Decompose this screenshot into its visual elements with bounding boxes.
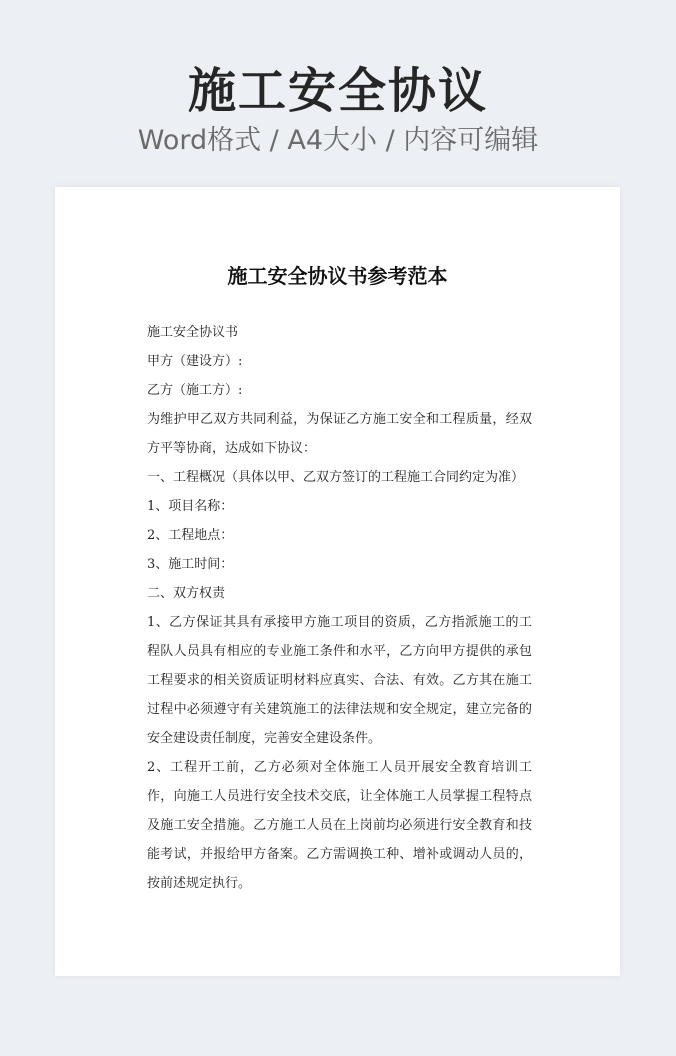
document-page [55, 187, 620, 976]
paragraph-party-b: 乙方（施工方）: [147, 383, 243, 398]
paragraph-project-name: 1、项目名称： [147, 499, 234, 514]
paragraph-preamble: 为维护甲乙双方共同利益，为保证乙方施工安全和工程质量，经双方平等协商，达成如下协议： [147, 412, 532, 456]
paragraph-agreement-heading: 施工安全协议书 [147, 325, 239, 340]
banner-subtitle: Word格式 / A4大小 / 内容可编辑 [137, 125, 539, 156]
banner-title: 施工安全协议 [187, 63, 488, 119]
paragraph-section-1-heading: 一、工程概况（具体以甲、乙双方签订的工程施工合同约定为准） [147, 470, 525, 485]
paragraph-party-a: 甲方（建设方）: [147, 354, 243, 369]
banner [0, 60, 676, 160]
paragraph-project-location: 2、工程地点： [147, 528, 234, 543]
paragraph-clause-1: 1、乙方保证其具有承接甲方施工项目的资质，乙方指派施工的工程队人员具有相应的专业施工条件和水平，乙方向甲方提供的承包工程要求的相关资质证明材料应真实、合法、有效。乙方其在施工过程中必须遵守有关建筑施工的法律法规和安全规定，建立完备的安全建设责任制度，完善安全建设条件。 [147, 615, 532, 746]
document-title: 施工安全协议书参考范本 [227, 264, 448, 288]
paragraph-section-2-heading: 二、双方权责 [147, 586, 226, 601]
paragraph-clause-2: 2、工程开工前，乙方必须对全体施工人员开展安全教育培训工作，向施工人员进行安全技术交底，让全体施工人员掌握工程特点及施工安全措施。乙方施工人员在上岗前均必须进行安全教育和技能考试，并报给甲方备案。乙方需调换工种、增补或调动人员的，按前述规定执行。 [147, 760, 532, 891]
document-body [147, 318, 532, 898]
paragraph-construction-time: 3、施工时间： [147, 557, 234, 572]
